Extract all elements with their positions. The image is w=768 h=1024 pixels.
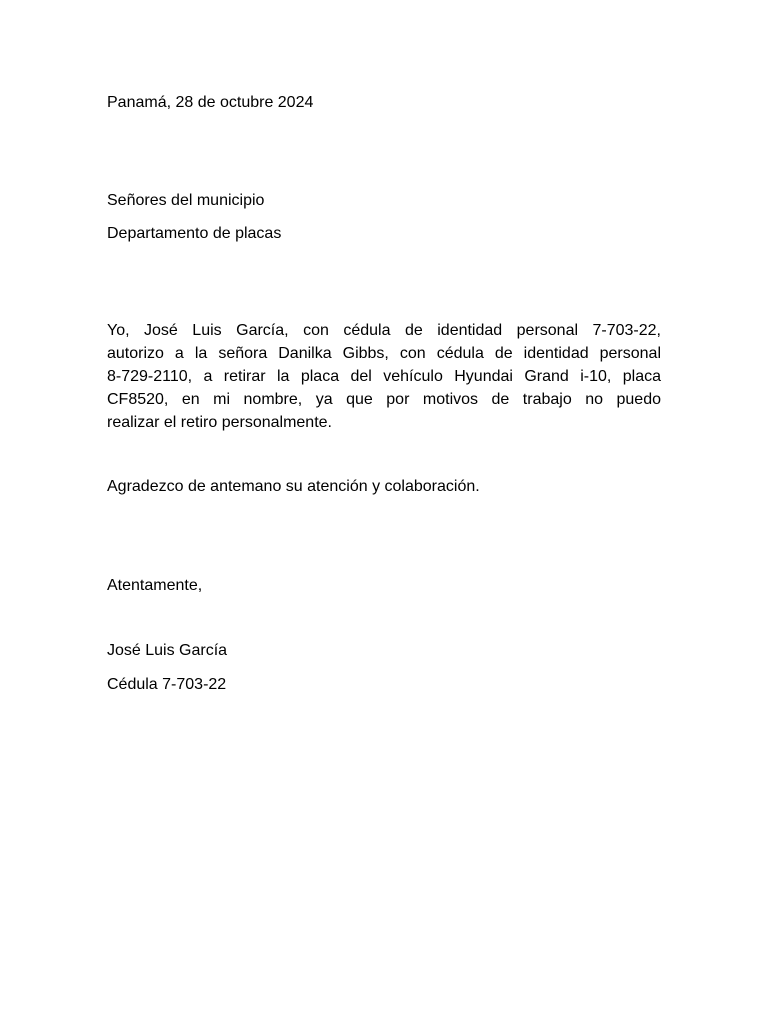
- signature-id: Cédula 7-703-22: [107, 676, 227, 693]
- closing-line: Atentamente,: [107, 577, 203, 594]
- recipient-line-2: Departamento de placas: [107, 225, 282, 242]
- recipient-line-1: Señores del municipio: [107, 192, 265, 209]
- body-paragraph: [107, 319, 661, 434]
- date-line: Panamá, 28 de octubre 2024: [107, 94, 314, 111]
- thanks-line: Agradezco de antemano su atención y colaboración.: [107, 478, 480, 495]
- body-line: autorizo a la señora Danilka Gibbs, con cédula de identidad personal: [107, 345, 661, 362]
- body-line: 8-729-2110, a retirar la placa del vehículo Hyundai Grand i-10, placa: [107, 368, 661, 385]
- body-line: CF8520, en mi nombre, ya que por motivos de trabajo no puedo: [107, 391, 661, 408]
- body-line: Yo, José Luis García, con cédula de identidad personal 7-703-22,: [107, 322, 661, 339]
- body-line: realizar el retiro personalmente.: [107, 414, 332, 431]
- signature-name: José Luis García: [107, 642, 228, 659]
